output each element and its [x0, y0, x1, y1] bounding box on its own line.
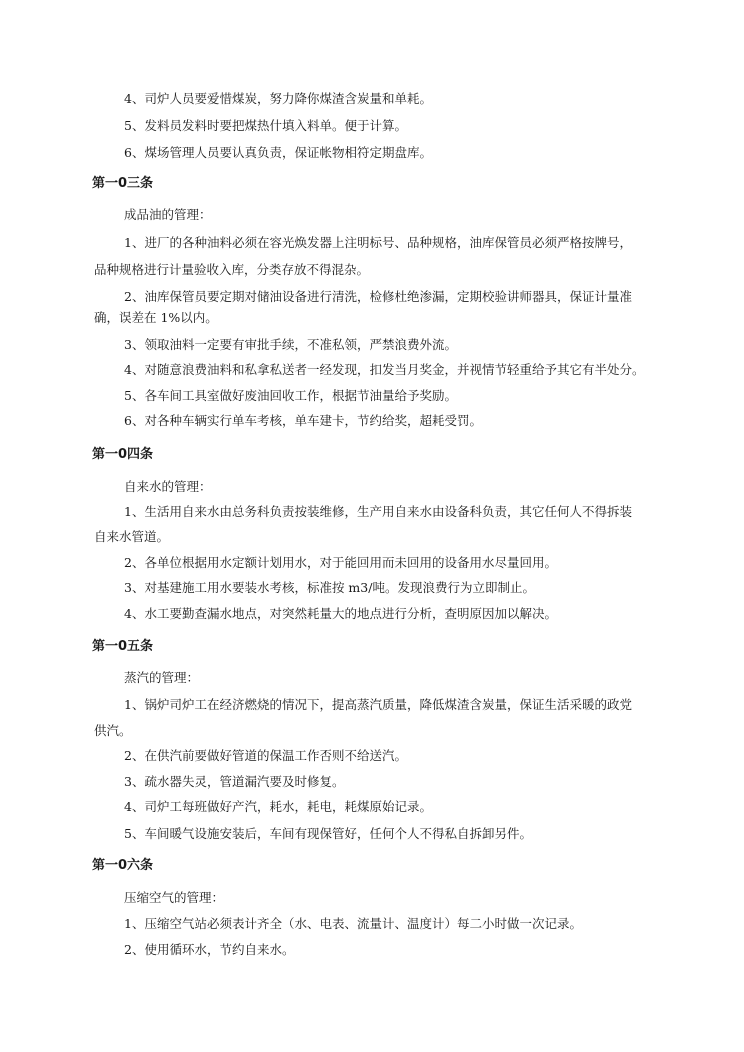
- section-heading: 第一0五条: [92, 639, 154, 654]
- paragraph-line: 1、进厂的各种油料必须在容光焕发器上注明标号、品种规格，油库保管员必须严格按牌号，: [124, 235, 632, 250]
- paragraph-line: 4、司炉人员要爱惜煤炭，努力降你煤渣含炭量和单耗。: [124, 91, 432, 106]
- paragraph-line: 品种规格进行计量验收入库，分类存放不得混杂。: [94, 262, 370, 277]
- paragraph-line: 2、各单位根据用水定额计划用水，对于能回用而未回用的设备用水尽量回用。: [124, 555, 557, 570]
- paragraph-line: 4、司炉工每班做好产汽，耗水，耗电，耗煤原始记录。: [124, 799, 432, 814]
- paragraph-line: 2、使用循环水，节约自来水。: [124, 942, 295, 957]
- paragraph-line: 确，误差在 1%以内。: [94, 310, 218, 325]
- paragraph-line: 4、对随意浪费油料和私拿私送者一经发现，扣发当月奖金，并视情节轻重给予其它有半处分。: [124, 362, 645, 377]
- paragraph-line: 自来水的管理：: [124, 479, 212, 494]
- paragraph-line: 3、疏水器失灵，管道漏汽要及时修复。: [124, 774, 345, 789]
- paragraph-line: 压缩空气的管理：: [124, 890, 225, 905]
- paragraph-line: 6、煤场管理人员要认真负责，保证帐物相符定期盘库。: [124, 145, 432, 160]
- paragraph-line: 2、在供汽前要做好管道的保温工作否则不给送汽。: [124, 748, 407, 763]
- paragraph-line: 成品油的管理：: [124, 207, 212, 222]
- section-heading: 第一0三条: [92, 176, 154, 191]
- section-heading: 第一0六条: [92, 858, 154, 873]
- paragraph-line: 3、领取油料一定要有审批手续，不准私领，严禁浪费外流。: [124, 337, 457, 352]
- paragraph-line: 供汽。: [94, 723, 132, 738]
- paragraph-line: 1、压缩空气站必须表计齐全（水、电表、流量计、温度计）每二小时做一次记录。: [124, 916, 582, 931]
- paragraph-line: 5、各车间工具室做好废油回收工作，根据节油量给予奖励。: [124, 388, 457, 403]
- paragraph-line: 3、对基建施工用水要装水考核，标准按 m3/吨。发现浪费行为立即制止。: [124, 580, 535, 595]
- paragraph-line: 4、水工要勤查漏水地点，对突然耗量大的地点进行分析，查明原因加以解决。: [124, 606, 557, 621]
- paragraph-line: 1、生活用自来水由总务科负责按装维修，生产用自来水由设备科负责，其它任何人不得拆装: [124, 504, 632, 519]
- paragraph-line: 1、锅炉司炉工在经济燃烧的情况下，提高蒸汽质量，降低煤渣含炭量，保证生活采暖的政党: [124, 697, 632, 712]
- paragraph-line: 自来水管道。: [94, 529, 170, 544]
- paragraph-line: 2、油库保管员要定期对储油设备进行清洗，检修杜绝渗漏，定期校验讲师器具，保证计量准: [124, 289, 632, 304]
- paragraph-line: 蒸汽的管理：: [124, 670, 200, 685]
- section-heading: 第一0四条: [92, 447, 154, 462]
- paragraph-line: 6、对各种车辆实行单车考核，单车建卡，节约给奖，超耗受罚。: [124, 413, 482, 428]
- paragraph-line: 5、车间暖气设施安装后，车间有现保管好，任何个人不得私自拆卸另件。: [124, 826, 532, 841]
- paragraph-line: 5、发料员发料时要把煤热什填入料单。便于计算。: [124, 118, 407, 133]
